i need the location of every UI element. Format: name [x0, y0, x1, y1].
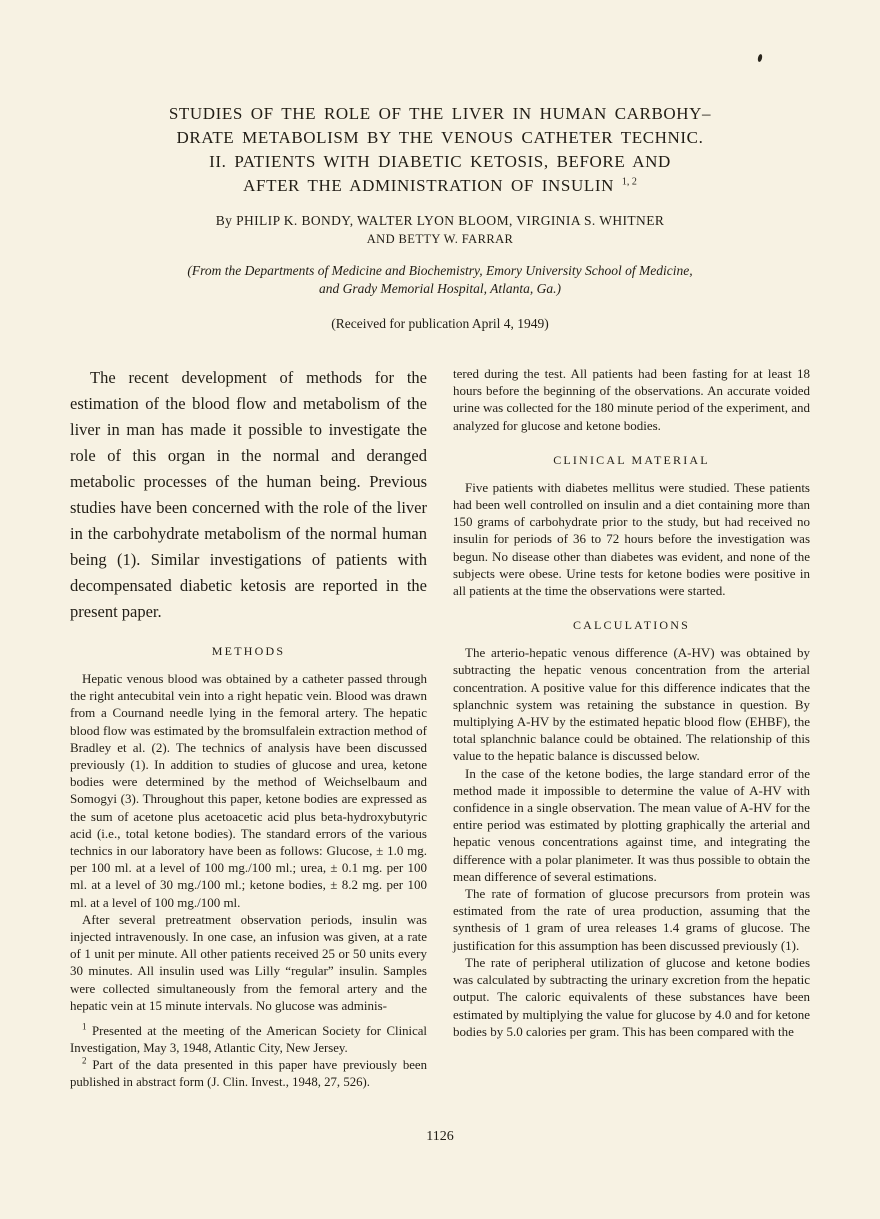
byline-authors-line-1: By PHILIP K. BONDY, WALTER LYON BLOOM, VIRGINIA S. WHITNER: [215, 213, 665, 228]
article-header: [70, 102, 810, 332]
methods-continuation-paragraph: tered during the test. All patients had been fasting for at least 18 hours before the beginning of the observations. An accurate voided urine was collected for the 180 minute period of the experiment, and analyzed for glucose and ketone bodies.: [453, 366, 810, 433]
two-column-body: [70, 365, 810, 1091]
page-number: 1126: [426, 1129, 454, 1144]
title-line-3: II. PATIENTS WITH DIABETIC KETOSIS, BEFORE AND: [209, 152, 671, 171]
title-line-1: STUDIES OF THE ROLE OF THE LIVER IN HUMAN CARBOHY–: [168, 104, 712, 123]
right-column: [453, 365, 810, 1091]
affiliation-line-1: (From the Departments of Medicine and Biochemistry, Emory University School of Medicine,: [187, 263, 693, 278]
footnote-1-marker: 1: [82, 1021, 87, 1032]
footnotes: [70, 1023, 427, 1091]
footnote-2: [70, 1057, 427, 1091]
left-column: [70, 365, 427, 1091]
received-date: (Received for publication April 4, 1949): [331, 316, 549, 331]
intro-paragraph: The recent development of methods for the estimation of the blood flow and metabolism of the liver in man has made it possible to investigate the role of this organ in the normal and deranged metabolic processes of the human being. Previous studies have been concerned with the role of the liver in the carbohydrate metabolism of the normal human being (1). Similar investigations of patients with decompensated diabetic ketosis are reported in the present paper.: [70, 368, 427, 621]
footnote-2-text: Part of the data presented in this paper have previously been published in abstract form (J. Clin. Invest., 1948, 27, 526).: [70, 1058, 427, 1090]
calculations-paragraph-4: The rate of peripheral utilization of glucose and ketone bodies was calculated by subtracting the urinary excretion from the hepatic output. The caloric equivalents of these substances have been estimated by multiplying the value for glucose by 4.0 and for ketone bodies by 5.0 calories per gram. This has been compared with the: [453, 954, 810, 1039]
methods-paragraph-2: After several pretreatment observation periods, insulin was injected intravenously. In one case, an infusion was given, at a rate of 1 unit per minute. All other patients received 25 or 50 units every 30 minutes. All insulin used was Lilly “regular” insulin. Samples were collected simultaneously from the femoral artery and the hepatic vein at 15 minute intervals. No glucose was adminis-: [70, 911, 427, 1013]
affiliation: [70, 262, 810, 297]
methods-paragraph-1: Hepatic venous blood was obtained by a catheter passed through the right antecubital vein into a right hepatic vein. Blood was drawn from a Cournand needle lying in the femoral artery. The hepatic blood flow was estimated by the bromsulfalein extraction method of Bradley et al. (2). The technics of analysis have been discussed previously (1). In addition to studies of glucose and urea, ketone bodies were determined by the method of Weichselbaum and Somogyi (3). Throughout this paper, ketone bodies are expressed as the sum of acetone plus acetoacetic acid plus beta-hydroxybutyric acid (i.e., total ketone bodies). The standard errors of the various technics in our laboratory have been as follows: Glucose, ± 1.0 mg. per 100 ml. at a level of 100 mg./100 ml.; urea, ± 0.1 mg. per 100 ml. at a level of 30 mg./100 ml.; ketone bodies, ± 8.2 mg. per 100 ml. at a level of 100 mg./100 ml.: [70, 671, 427, 910]
scan-artifact: [757, 54, 763, 63]
calculations-paragraph-1: The arterio-hepatic venous difference (A-HV) was obtained by subtracting the hepatic venous concentration from the arterial concentration. A positive value for this difference indicates that the splanchnic system was retaining the substance in question. By multiplying A-HV by the estimated hepatic blood flow (EHBF), the total splanchnic balance could be obtained. The relationship of this value to the hepatic balance is discussed below.: [453, 645, 810, 764]
calculations-paragraph-2: In the case of the ketone bodies, the large standard error of the method made it impossible to determine the value of A-HV with confidence in a single observation. The mean value of A-HV for the entire period was estimated by plotting graphically the arterial and hepatic venous concentrations against time, and integrating the difference with a polar planimeter. It was thus possible to obtain the mean difference of several estimations.: [453, 765, 810, 884]
methods-heading: METHODS: [211, 644, 286, 658]
byline-authors-line-2: AND BETTY W. FARRAR: [366, 232, 514, 246]
byline: [70, 213, 810, 247]
title-footnote-markers: 1, 2: [621, 176, 637, 188]
article-title: [70, 102, 810, 198]
title-line-2: DRATE METABOLISM BY THE VENOUS CATHETER TECHNIC.: [176, 128, 704, 147]
calculations-paragraph-3: The rate of formation of glucose precursors from protein was estimated from the rate of urea production, assuming that the synthesis of 1 gram of urea releases 1.4 grams of glucose. The justification for this assumption has been discussed previously (1).: [453, 886, 810, 953]
footnote-1-text: Presented at the meeting of the American Society for Clinical Investigation, May 3, 1948, Atlantic City, New Jersey.: [70, 1024, 427, 1056]
footnote-1: [70, 1023, 427, 1057]
footnote-2-marker: 2: [82, 1055, 87, 1066]
clinical-material-paragraph: Five patients with diabetes mellitus were studied. These patients had been well controlled on insulin and a diet containing more than 150 grams of carbohydrate prior to the study, but had received no insulin for periods of 36 to 72 hours before the investigation was begun. No disease other than diabetes was evident, and none of the subjects were obese. Urine tests for ketone bodies were positive in all patients at the time the observations were started.: [453, 479, 810, 599]
affiliation-line-2: and Grady Memorial Hospital, Atlanta, Ga.): [319, 280, 561, 296]
calculations-heading: CALCULATIONS: [572, 618, 691, 633]
title-line-4: AFTER THE ADMINISTRATION OF INSULIN: [243, 176, 614, 195]
clinical-material-heading: CLINICAL MATERIAL: [553, 452, 710, 467]
